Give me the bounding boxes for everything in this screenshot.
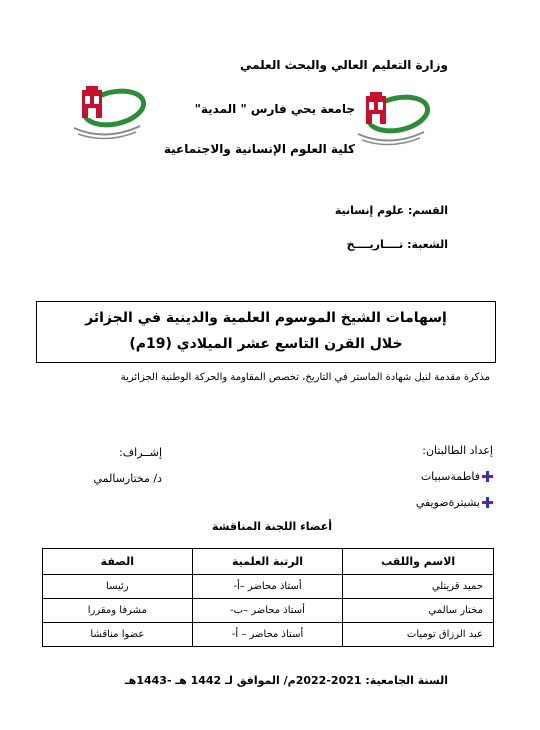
university-logo-icon <box>68 80 146 144</box>
member-role: رئيسا <box>43 575 193 599</box>
member-rank: أستاذ محاضر – أ- <box>192 623 343 647</box>
title-line-1: إسهامات الشيخ الموسوم العلمية والدينية في الجزائر <box>85 310 447 326</box>
member-role: مشرفا ومقررا <box>43 599 193 623</box>
academic-year: السنة الجامعية: 2021-2022م/ الموافق لـ 1442 هـ -1443هـ <box>124 674 448 687</box>
department-line: القسم: علوم إنسانية <box>334 204 448 217</box>
committee-table <box>42 548 494 647</box>
arrow-bullet-icon <box>482 497 493 508</box>
branch-line: الشعبة: تــــاريــــخ <box>346 238 448 251</box>
thesis-note: مذكرة مقدمة لنيل شهادة الماستر في التاريخ، تخصص المقاومة والحركة الوطنية الجزائرية <box>120 372 490 383</box>
table-header-row <box>43 549 494 575</box>
column-header: الرتبة العلمية <box>192 549 343 575</box>
arrow-bullet-icon <box>482 471 493 482</box>
student-name: بشيترةضويفي <box>415 496 480 509</box>
member-name: مختار سالمي <box>343 599 494 623</box>
supervisor-name: د/ مختارسالمي <box>93 472 162 485</box>
table-row <box>43 623 494 647</box>
faculty-name: كلية العلوم الإنسانية والاجتماعية <box>163 142 355 156</box>
university-logo-icon <box>352 86 430 150</box>
member-name: حميد قريتلي <box>343 575 494 599</box>
supervision-label: إشــراف: <box>119 446 162 459</box>
ministry-line: وزارة التعليم العالي والبحث العلمي <box>239 58 448 72</box>
student-entry <box>416 496 493 509</box>
table-row <box>43 575 494 599</box>
committee-title: أعضاء اللجنة المناقشة <box>212 520 332 533</box>
prepared-by-label: إعداد الطالبتان: <box>422 444 493 457</box>
title-line-2: خلال القرن التاسع عشر الميلادي (19م) <box>129 336 403 352</box>
student-name: فاطمةسبيات <box>420 470 480 483</box>
member-rank: أستاذ محاضر –أ- <box>192 575 343 599</box>
university-name: جامعة يحي فارس " المدية" <box>194 102 355 116</box>
member-rank: أستاذ محاضر –ب- <box>192 599 343 623</box>
title-box <box>36 301 496 363</box>
table-row <box>43 599 494 623</box>
column-header: الصفة <box>43 549 193 575</box>
column-header: الاسم واللقب <box>343 549 494 575</box>
student-entry <box>421 470 493 483</box>
member-role: عضوا مناقشا <box>43 623 193 647</box>
member-name: عبد الرزاق توميات <box>343 623 494 647</box>
